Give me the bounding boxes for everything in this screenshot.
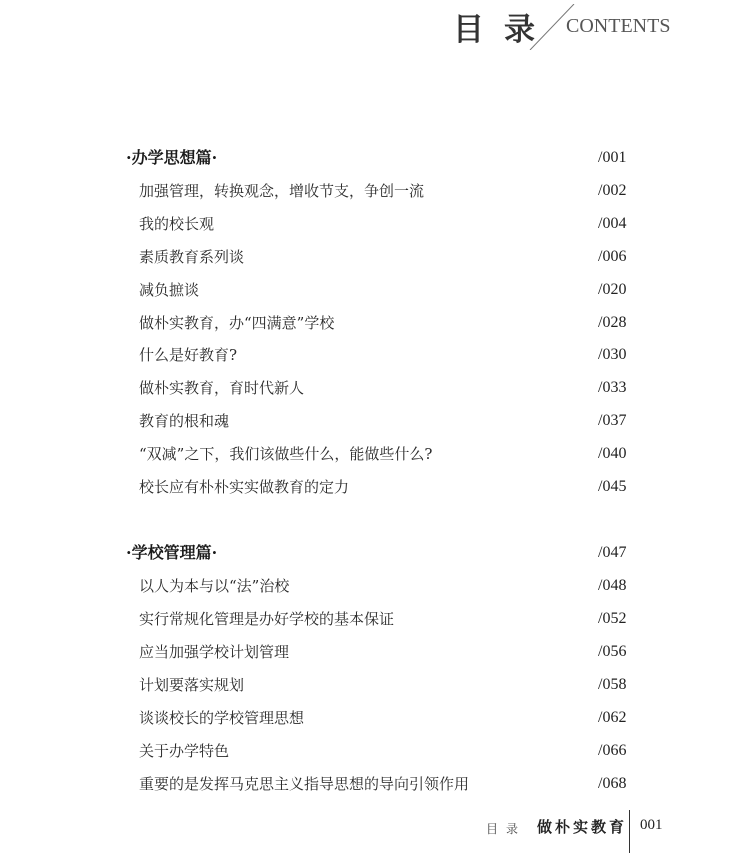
toc-page-number: /033 <box>598 379 627 396</box>
footer-page-number: 001 <box>640 817 663 833</box>
toc-entry-title: 教育的根和魂 <box>139 412 230 430</box>
toc-entry-title: 关于办学特色 <box>139 742 230 760</box>
toc-page-number: /068 <box>598 775 627 792</box>
toc-entry[interactable] <box>0 738 750 764</box>
toc-page-number: /056 <box>598 643 627 660</box>
toc-entry[interactable] <box>0 705 750 731</box>
toc-page-number: /020 <box>598 281 627 298</box>
toc-entry-title: 减负摭谈 <box>139 281 200 299</box>
toc-page-number: /006 <box>598 248 627 265</box>
toc-page-number: /062 <box>598 709 627 726</box>
toc-entry-title: 素质教育系列谈 <box>139 248 245 266</box>
contents-title-en: CONTENTS <box>566 15 671 37</box>
toc-entry[interactable] <box>0 573 750 599</box>
toc-page-number: /037 <box>598 412 627 429</box>
footer-divider <box>629 810 630 853</box>
toc-page-number: /052 <box>598 610 627 627</box>
toc-section-heading[interactable] <box>0 145 750 171</box>
toc-entry-title: 谈谈校长的学校管理思想 <box>139 709 305 727</box>
toc-page-number: /001 <box>598 149 627 166</box>
toc-entry[interactable] <box>0 310 750 336</box>
toc-entry-title: 做朴实教育，育时代新人 <box>139 379 305 397</box>
toc-page-number: /047 <box>598 544 627 561</box>
toc-entry-title: 加强管理，转换观念，增收节支，争创一流 <box>139 182 425 200</box>
toc-entry-title: 计划要落实规划 <box>139 676 245 694</box>
toc-section-title: ·办学思想篇· <box>126 148 218 167</box>
toc-entry[interactable] <box>0 474 750 500</box>
toc-page-number: /048 <box>598 577 627 594</box>
toc-entry[interactable] <box>0 441 750 467</box>
toc-entry-title: 做朴实教育，办“四满意”学校 <box>139 314 335 332</box>
footer-book-title: 做朴实教育 <box>537 818 628 836</box>
toc-page-number: /066 <box>598 742 627 759</box>
toc-entry-title: 实行常规化管理是办好学校的基本保证 <box>139 610 395 628</box>
toc-entry[interactable] <box>0 408 750 434</box>
toc-entry-title: 应当加强学校计划管理 <box>139 643 290 661</box>
toc-page-number: /030 <box>598 346 627 363</box>
toc-entry[interactable] <box>0 211 750 237</box>
toc-entry[interactable] <box>0 639 750 665</box>
footer-section-label: 目录 <box>486 822 527 836</box>
toc-page-number: /002 <box>598 182 627 199</box>
toc-page-number: /058 <box>598 676 627 693</box>
toc-entry[interactable] <box>0 244 750 270</box>
toc-entry-title: “双减”之下，我们该做些什么，能做些什么? <box>139 445 433 463</box>
toc-entry[interactable] <box>0 342 750 368</box>
toc-entry[interactable] <box>0 277 750 303</box>
toc-entry-title: 校长应有朴朴实实做教育的定力 <box>139 478 350 496</box>
toc-entry[interactable] <box>0 606 750 632</box>
toc-entry[interactable] <box>0 375 750 401</box>
toc-entry-title: 重要的是发挥马克思主义指导思想的导向引领作用 <box>139 775 470 793</box>
toc-entry-title: 我的校长观 <box>139 215 215 233</box>
toc-page-number: /040 <box>598 445 627 462</box>
toc-entry[interactable] <box>0 771 750 797</box>
toc-entry[interactable] <box>0 178 750 204</box>
toc-entry-title: 什么是好教育? <box>139 346 238 364</box>
contents-title-cn: 目录 <box>453 12 555 48</box>
toc-entry[interactable] <box>0 672 750 698</box>
toc-section-title: ·学校管理篇· <box>126 543 218 562</box>
toc-section-heading[interactable] <box>0 540 750 566</box>
page-footer <box>0 806 750 853</box>
toc-page-number: /004 <box>598 215 627 232</box>
toc-entry-title: 以人为本与以“法”治校 <box>139 577 290 595</box>
toc-page-number: /028 <box>598 314 627 331</box>
toc-page-number: /045 <box>598 478 627 495</box>
